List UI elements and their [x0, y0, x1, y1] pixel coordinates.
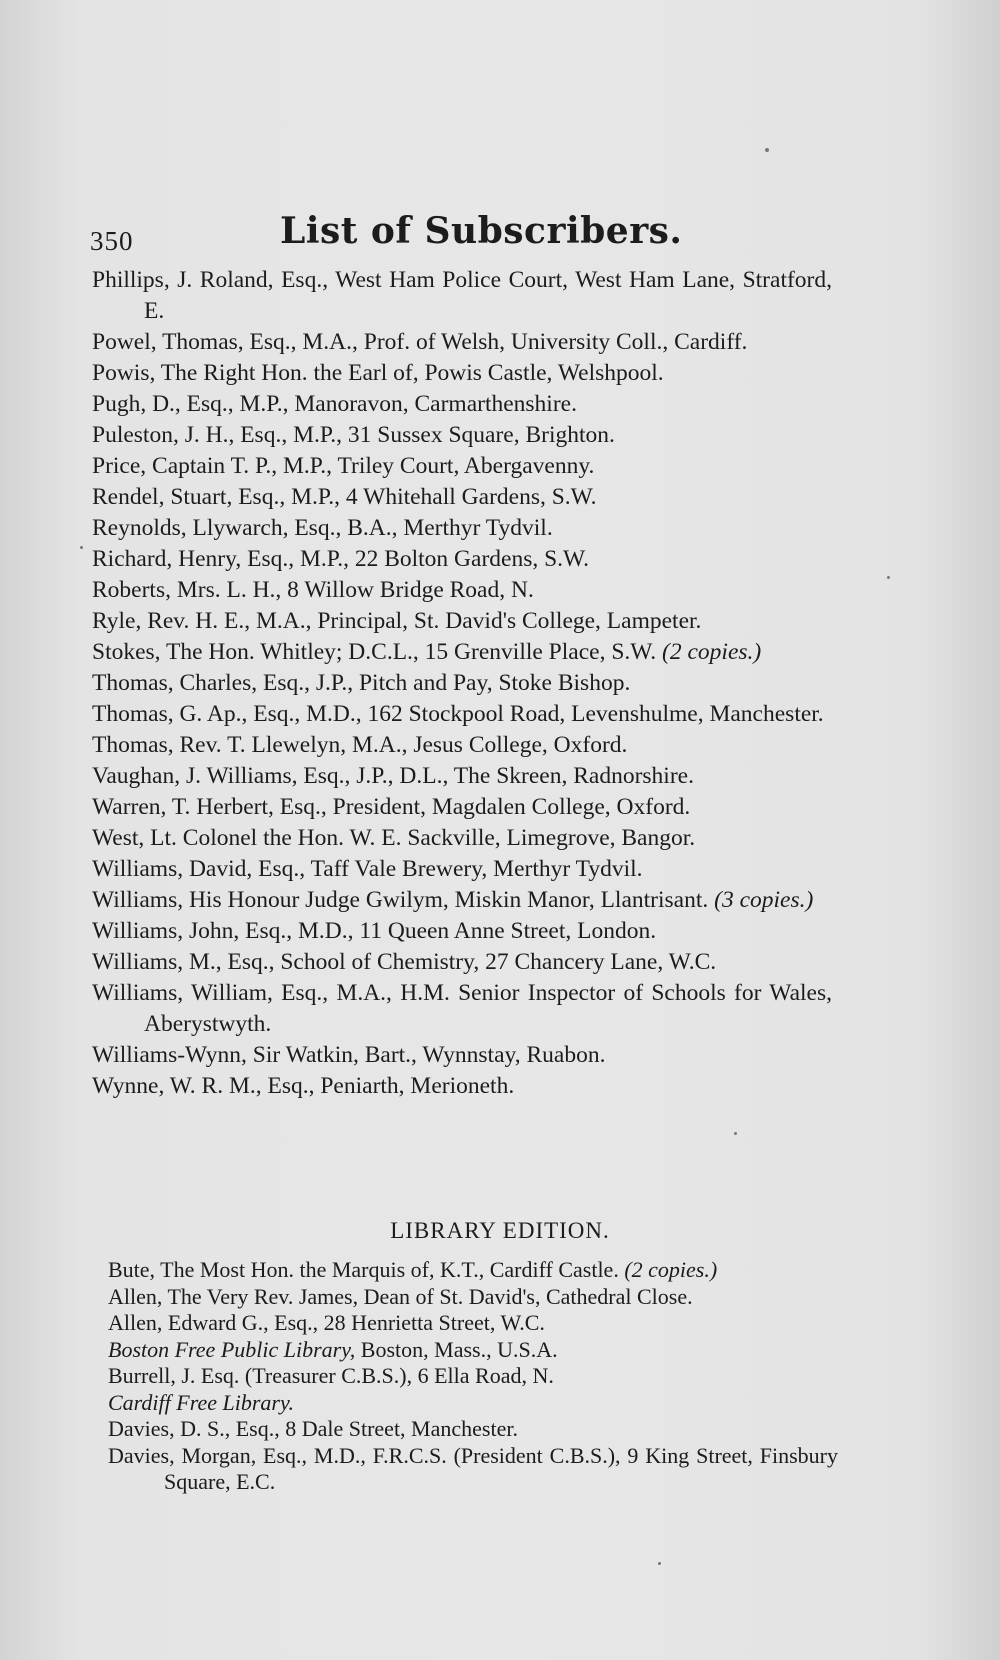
subscriber-entry: Stokes, The Hon. Whitley; D.C.L., 15 Grenville Place, S.W. (2 copies.) — [92, 639, 762, 665]
paper-speck — [765, 148, 769, 152]
copies-note: (3 copies.) — [714, 887, 814, 913]
subscriber-entry: Puleston, J. H., Esq., M.P., 31 Sussex Square, Brighton. — [92, 422, 615, 448]
library-entry: Davies, Morgan, Esq., M.D., F.R.C.S. (President C.B.S.), 9 King Street, Finsbury Square, E.C. — [108, 1442, 838, 1494]
page-number: 350 — [90, 226, 134, 256]
library-edition-list — [108, 1257, 838, 1496]
library-entry: Boston Free Public Library, Boston, Mass., U.S.A. — [108, 1336, 558, 1362]
subscriber-entry: Williams, His Honour Judge Gwilym, Miskin Manor, Llantrisant. (3 copies.) — [92, 887, 814, 913]
copies-note: (2 copies.) — [624, 1257, 718, 1282]
library-entry: Davies, D. S., Esq., 8 Dale Street, Manchester. — [108, 1416, 518, 1441]
subscriber-entry: West, Lt. Colonel the Hon. W. E. Sackville, Limegrove, Bangor. — [92, 825, 696, 851]
paper-speck — [734, 1132, 737, 1135]
subscriber-entry: Williams, David, Esq., Taff Vale Brewery, Merthyr Tydvil. — [92, 856, 643, 882]
paper-speck — [658, 1562, 661, 1565]
library-name: Cardiff Free Library. — [108, 1389, 294, 1415]
subscriber-entry: Thomas, Rev. T. Llewelyn, M.A., Jesus College, Oxford. — [92, 732, 628, 758]
paper-speck — [887, 576, 890, 579]
library-entry: Burrell, J. Esq. (Treasurer C.B.S.), 6 Ella Road, N. — [108, 1363, 554, 1388]
paper-speck — [80, 546, 83, 549]
subscriber-entry: Ryle, Rev. H. E., M.A., Principal, St. David's College, Lampeter. — [92, 608, 702, 634]
subscriber-entry: Powis, The Right Hon. the Earl of, Powis Castle, Welshpool. — [92, 360, 664, 386]
subscriber-entry: Williams-Wynn, Sir Watkin, Bart., Wynnstay, Ruabon. — [92, 1042, 606, 1068]
subscriber-entry: Reynolds, Llywarch, Esq., B.A., Merthyr Tydvil. — [92, 515, 553, 541]
subscriber-entry: Warren, T. Herbert, Esq., President, Magdalen College, Oxford. — [92, 794, 691, 820]
subscriber-entry: Williams, M., Esq., School of Chemistry, 27 Chancery Lane, W.C. — [92, 949, 717, 975]
subscriber-entry: Thomas, G. Ap., Esq., M.D., 162 Stockpool Road, Levenshulme, Manchester. — [92, 701, 824, 727]
library-name: Boston Free Public Library, — [108, 1336, 356, 1362]
library-entry: Allen, Edward G., Esq., 28 Henrietta Street, W.C. — [108, 1310, 545, 1335]
subscriber-entry: Thomas, Charles, Esq., J.P., Pitch and Pay, Stoke Bishop. — [92, 670, 631, 696]
library-edition-heading: LIBRARY EDITION. — [390, 1218, 610, 1243]
subscriber-entry: Richard, Henry, Esq., M.P., 22 Bolton Gardens, S.W. — [92, 546, 589, 572]
page-header — [90, 206, 850, 266]
copies-note: (2 copies.) — [662, 639, 762, 665]
subscriber-entry: Price, Captain T. P., M.P., Triley Court, Abergavenny. — [92, 453, 595, 479]
library-entry — [108, 1390, 838, 1417]
subscriber-entry: Pugh, D., Esq., M.P., Manoravon, Carmarthenshire. — [92, 391, 577, 417]
subscriber-entry: Rendel, Stuart, Esq., M.P., 4 Whitehall Gardens, S.W. — [92, 484, 597, 510]
subscriber-entry: Williams, John, Esq., M.D., 11 Queen Anne Street, London. — [92, 918, 657, 944]
running-title: List of Subscribers. — [280, 210, 683, 252]
library-entry: Allen, The Very Rev. James, Dean of St. David's, Cathedral Close. — [108, 1283, 693, 1309]
subscriber-list — [92, 265, 832, 1102]
subscriber-entry: Williams, William, Esq., M.A., H.M. Senior Inspector of Schools for Wales, Aberystwyth. — [92, 980, 832, 1037]
subscriber-entry: Wynne, W. R. M., Esq., Peniarth, Merioneth. — [92, 1073, 515, 1099]
subscriber-entry: Phillips, J. Roland, Esq., West Ham Police Court, West Ham Lane, Stratford, E. — [92, 267, 832, 324]
subscriber-entry: Powel, Thomas, Esq., M.A., Prof. of Welsh, University Coll., Cardiff. — [92, 329, 748, 355]
library-entry: Bute, The Most Hon. the Marquis of, K.T., Cardiff Castle. (2 copies.) — [108, 1257, 718, 1282]
subscriber-entry: Roberts, Mrs. L. H., 8 Willow Bridge Road, N. — [92, 577, 534, 603]
subscriber-entry: Vaughan, J. Williams, Esq., J.P., D.L., The Skreen, Radnorshire. — [92, 763, 694, 789]
